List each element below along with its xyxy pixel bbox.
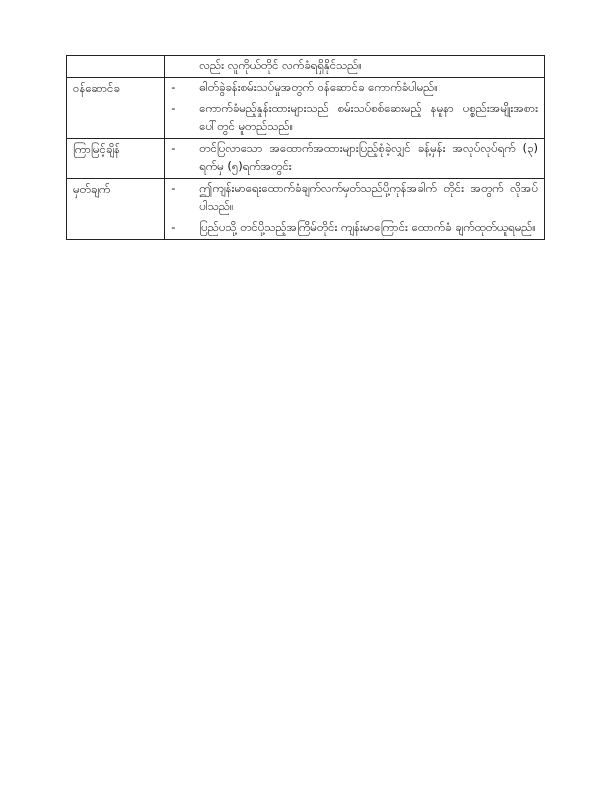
requirements-table: [66, 55, 545, 240]
list-item: [171, 78, 538, 96]
row-label: ဝန်ဆောင်ခ: [67, 78, 165, 139]
row-label: [67, 56, 165, 78]
dash-marker: -: [171, 141, 176, 155]
table-row: [67, 179, 545, 240]
list-item-text: ဓါတ်ခွဲခန်းစမ်းသပ်မှုအတွက် ဝန်ဆောင်ခ ကောက်ခံပါမည်။: [199, 80, 438, 94]
row-content: [165, 56, 545, 78]
table-row: [67, 56, 545, 78]
table-row: [67, 139, 545, 179]
list-item-text: ပြည်ပသို့ တင်ပို့သည့်အကြိမ်တိုင်း ကျန်းမာကြောင်း ထောက်ခံ ချက်ထုတ်ယူရမည်။: [199, 220, 536, 234]
list-item: [171, 99, 538, 135]
dash-marker: -: [171, 220, 176, 234]
bullet-list: [171, 179, 538, 236]
row-label: မှတ်ချက်: [67, 179, 165, 240]
bullet-list: [171, 139, 538, 175]
table-row: [67, 78, 545, 139]
row-label: ကြာမြင့်ချိန်: [67, 139, 165, 179]
bullet-list: [171, 78, 538, 135]
list-item-text: ကောက်ခံမည့်နှုန်းထားများသည် စမ်းသပ်စစ်ဆေးမည့် နမူနာ ပစ္စည်းအမျိုးအစားပေါ်တွင် မူတည်သည်။: [199, 101, 538, 133]
dash-marker: -: [171, 101, 176, 115]
dash-marker: -: [171, 181, 176, 195]
row-content: [165, 179, 545, 240]
list-item: [171, 179, 538, 215]
list-item-text: တင်ပြလာသော အထောက်အထားများပြည့်စုံခဲ့လျှင် ခန့်မှန်း အလုပ်လုပ်ရက် (၃) ရက်မှ (၅)ရက်အတွင်း: [199, 141, 538, 173]
list-item: [171, 218, 538, 236]
continuation-text: လည်း လူကိုယ်တိုင် လက်ခံရရှိနိုင်သည်။: [199, 58, 362, 72]
row-content: [165, 78, 545, 139]
list-item-text: ဤကျန်းမာရေးထောက်ခံချက်လက်မှတ်သည်ပို့ကုန်အခါက် တိုင်း အတွက် လိုအပ်ပါသည်။: [199, 181, 538, 213]
list-item: [171, 139, 538, 175]
row-content: [165, 139, 545, 179]
dash-marker: -: [171, 80, 176, 94]
